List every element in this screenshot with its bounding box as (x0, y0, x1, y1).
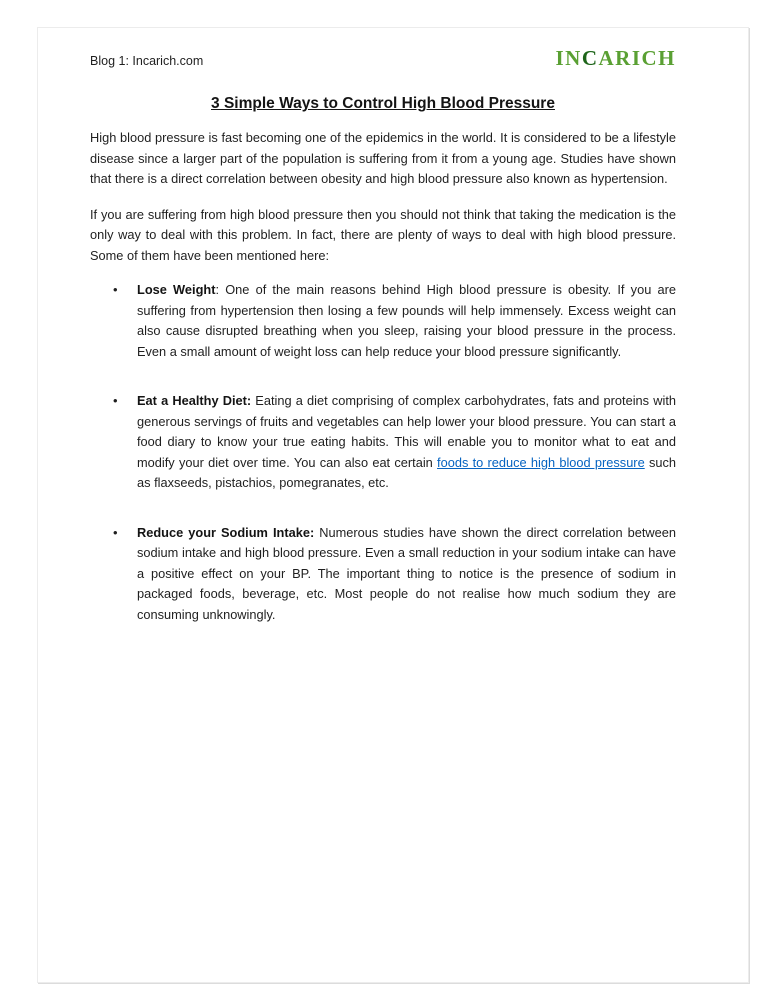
bullet-text: Numerous studies have shown the direct correlation between sodium intake and high blood pressure. Even a small reduction in your sodium intake can have a positive effect on your BP. The important thing to notice is the presence of sodium in packaged foods, beverage, etc. Most people do not realise how much sodium they are consuming unknowingly. (137, 524, 676, 622)
logo-letter-c: C (581, 46, 599, 70)
bullet-label: Reduce your Sodium Intake: (137, 524, 315, 540)
incarich-logo (555, 48, 676, 69)
bullet-label: Lose Weight (137, 282, 216, 297)
bullet-text: such as flaxseeds, pistachios, pomegranates, etc. (137, 454, 676, 490)
bullet-item-sodium-intake (90, 523, 676, 626)
logo-text-pre: IN (555, 46, 582, 70)
bullet-label: Eat a Healthy Diet: (137, 393, 252, 408)
bullet-text: Eating a diet comprising of complex carbohydrates, fats and proteins with generous servings of fruits and vegetables can help lower your blood pressure. You can start a food diary to know your true eating habits. This will enable you to monitor what to eat and modify your diet over time. You can also eat certain (137, 393, 676, 470)
bullet-item-lose-weight (90, 280, 676, 362)
foods-to-reduce-bp-link[interactable]: foods to reduce high blood pressure (437, 454, 645, 470)
bullet-text: : One of the main reasons behind High blood pressure is obesity. If you are suffering from hypertension then losing a few pounds will help immensely. Excess weight can also cause disrupted breathing when you sleep, raising your blood pressure in the process. Even a small amount of weight loss can help reduce your blood pressure significantly. (137, 282, 676, 359)
page-header (90, 48, 676, 69)
logo-text-post: ARICH (598, 46, 676, 70)
blog-source-label: Blog 1: Incarich.com (90, 54, 204, 68)
intro-paragraph-2: If you are suffering from high blood pressure then you should not think that taking the medication is the only way to deal with this problem. In fact, there are plenty of ways to deal with high blood pressure. Some of them have been mentioned here: (90, 206, 676, 263)
page-title: 3 Simple Ways to Control High Blood Pressure (211, 95, 555, 112)
document-page (37, 27, 749, 983)
intro-paragraph-1: High blood pressure is fast becoming one of the epidemics in the world. It is considered to be a lifestyle disease since a larger part of the population is suffering from it from a young age. Studies have shown that there is a direct correlation between obesity and high blood pressure also known as hypertension. (90, 130, 676, 186)
bullet-item-healthy-diet (90, 391, 676, 494)
bullet-list (90, 280, 676, 625)
